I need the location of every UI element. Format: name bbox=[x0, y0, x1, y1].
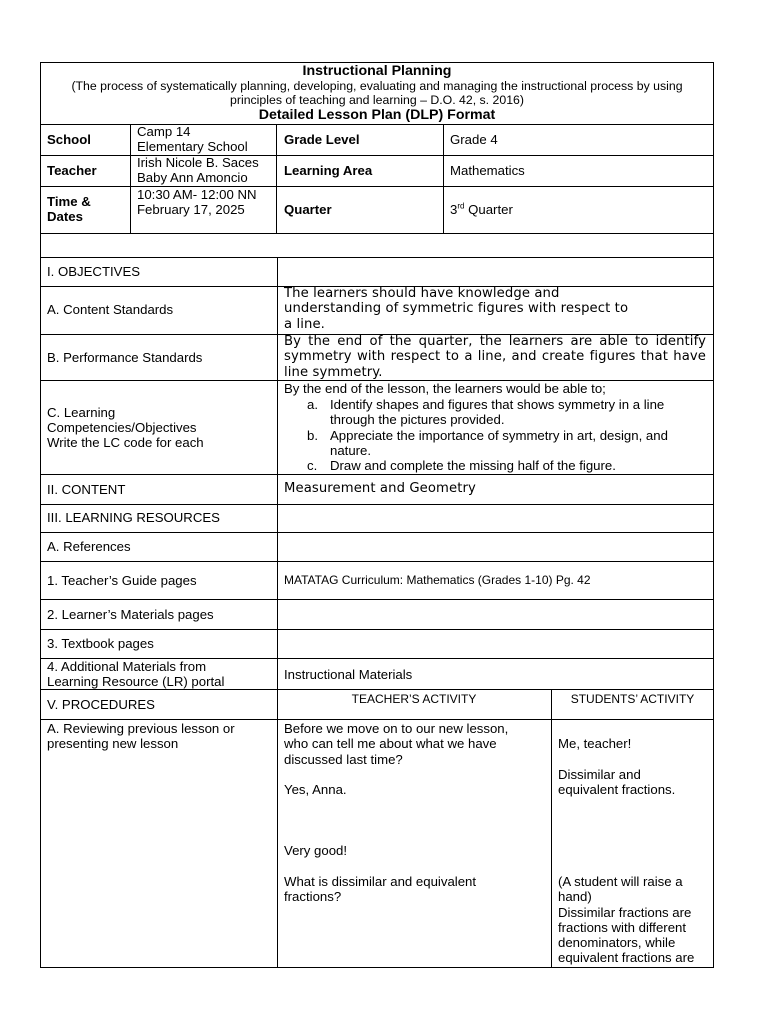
teacher-dialogue-line bbox=[284, 828, 546, 843]
textbook-label: 3. Textbook pages bbox=[47, 636, 154, 651]
additional-materials-value: Instructional Materials bbox=[284, 667, 413, 682]
content-value: Measurement and Geometry bbox=[284, 481, 476, 496]
row-divider bbox=[40, 233, 714, 234]
quarter-word: Quarter bbox=[464, 202, 513, 217]
student-dialogue-line bbox=[558, 828, 710, 843]
student-dialogue-line: Dissimilar and bbox=[558, 766, 641, 782]
content-standards-label: A. Content Standards bbox=[47, 302, 174, 317]
content-standards-text: The learners should have knowledge and bbox=[284, 286, 560, 301]
teacher-label: Teacher bbox=[47, 163, 97, 178]
teacher-dialogue-line: who can tell me about what we have bbox=[284, 736, 497, 752]
student-dialogue-line: Dissimilar fractions are bbox=[558, 904, 692, 920]
teacher-value: Baby Ann Amoncio bbox=[137, 170, 248, 185]
competencies-intro: By the end of the lesson, the learners would be able to; bbox=[284, 381, 606, 396]
list-item-text: nature. bbox=[330, 442, 372, 458]
teacher-dialogue-line: fractions? bbox=[284, 889, 342, 905]
content-heading: II. CONTENT bbox=[47, 482, 126, 497]
student-dialogue-line: equivalent fractions are bbox=[558, 950, 695, 966]
row-divider bbox=[40, 561, 714, 562]
additional-materials-label: Learning Resource (LR) portal bbox=[47, 674, 225, 689]
student-dialogue-line bbox=[558, 752, 710, 767]
student-dialogue-line bbox=[558, 721, 710, 736]
list-item-text: through the pictures provided. bbox=[330, 412, 505, 428]
teacher-dialogue-line bbox=[284, 813, 546, 828]
row-divider bbox=[40, 474, 714, 475]
teacher-activity-header: TEACHER’S ACTIVITY bbox=[351, 692, 477, 706]
quarter-number: 3 bbox=[450, 202, 458, 217]
col-divider bbox=[443, 124, 444, 233]
list-item bbox=[284, 458, 668, 473]
student-activity-column bbox=[558, 721, 710, 966]
grade-level-label: Grade Level bbox=[284, 132, 360, 147]
student-dialogue-line bbox=[558, 797, 710, 812]
content-standards-text: understanding of symmetric figures with respect to bbox=[284, 301, 629, 316]
teacher-dialogue-line: Very good! bbox=[284, 843, 348, 859]
procedures-heading: V. PROCEDURES bbox=[47, 697, 155, 712]
student-activity-header: STUDENTS’ ACTIVITY bbox=[570, 692, 695, 706]
teacher-dialogue-line: discussed last time? bbox=[284, 751, 403, 767]
learning-resources-heading: III. LEARNING RESOURCES bbox=[47, 510, 220, 525]
time-dates-label: Time & bbox=[47, 194, 91, 209]
performance-standards-label: B. Performance Standards bbox=[47, 350, 203, 365]
competencies-label: C. Learning bbox=[47, 405, 116, 420]
student-dialogue-line: denominators, while bbox=[558, 935, 676, 951]
school-label: School bbox=[47, 132, 91, 147]
format-title: Detailed Lesson Plan (DLP) Format bbox=[258, 107, 496, 123]
date-value: February 17, 2025 bbox=[137, 202, 245, 217]
competencies-label: Competencies/Objectives bbox=[47, 420, 197, 435]
objectives-heading: I. OBJECTIVES bbox=[47, 264, 141, 279]
performance-standards-text: By the end of the quarter, the learners are able to identify symmetry with respect to a line, and create figures that have line symmetry. bbox=[284, 334, 706, 380]
school-value: Elementary School bbox=[137, 139, 248, 154]
procedure-step-label: presenting new lesson bbox=[47, 736, 179, 751]
row-divider bbox=[40, 532, 714, 533]
student-dialogue-line bbox=[558, 813, 710, 828]
teacher-activity-column bbox=[284, 721, 546, 905]
references-label: A. References bbox=[47, 539, 131, 554]
list-item-text: Identify shapes and figures that shows symmetry in a line bbox=[330, 397, 665, 412]
col-divider bbox=[130, 124, 131, 233]
time-value: 10:30 AM- 12:00 NN bbox=[137, 187, 257, 202]
student-dialogue-line: hand) bbox=[558, 889, 592, 905]
col-divider bbox=[276, 124, 277, 233]
learners-materials-label: 2. Learner’s Materials pages bbox=[47, 607, 214, 622]
list-marker: b. bbox=[307, 427, 318, 443]
quarter-label: Quarter bbox=[284, 202, 332, 217]
student-dialogue-line bbox=[558, 859, 710, 874]
teacher-dialogue-line: What is dissimilar and equivalent bbox=[284, 873, 477, 889]
list-marker: c. bbox=[307, 458, 318, 474]
teacher-dialogue-line bbox=[284, 767, 546, 782]
school-value: Camp 14 bbox=[137, 124, 191, 139]
additional-materials-label: 4. Additional Materials from bbox=[47, 659, 207, 674]
grade-level-value: Grade 4 bbox=[450, 132, 498, 147]
student-dialogue-line: fractions with different bbox=[558, 919, 687, 935]
competencies-label: Write the LC code for each bbox=[47, 435, 204, 450]
row-divider bbox=[40, 629, 714, 630]
student-dialogue-line: equivalent fractions. bbox=[558, 782, 676, 798]
row-divider bbox=[40, 599, 714, 600]
row-divider bbox=[40, 719, 714, 720]
teacher-value: Irish Nicole B. Saces bbox=[137, 155, 259, 170]
page-subtitle: (The process of systematically planning, developing, evaluating and managing the instructional process by using bbox=[71, 79, 683, 93]
col-divider bbox=[551, 689, 552, 968]
time-dates-label: Dates bbox=[47, 209, 83, 224]
quarter-value bbox=[450, 202, 513, 217]
teacher-dialogue-line bbox=[284, 859, 546, 874]
list-item-text: Appreciate the importance of symmetry in art, design, and bbox=[330, 427, 668, 443]
list-item bbox=[284, 428, 668, 459]
page-title: Instructional Planning bbox=[302, 63, 452, 79]
list-item-text: Draw and complete the missing half of the figure. bbox=[330, 458, 616, 474]
procedure-step-label: A. Reviewing previous lesson or bbox=[47, 721, 235, 736]
teacher-dialogue-line bbox=[284, 797, 546, 812]
student-dialogue-line: Me, teacher! bbox=[558, 736, 632, 752]
row-divider bbox=[40, 504, 714, 505]
competencies-list bbox=[284, 397, 668, 473]
teachers-guide-label: 1. Teacher’s Guide pages bbox=[47, 573, 197, 588]
list-marker: a. bbox=[307, 397, 318, 412]
page-subtitle: principles of teaching and learning – D.O. 42, s. 2016) bbox=[230, 93, 524, 107]
list-item bbox=[284, 397, 668, 428]
student-dialogue-line: (A student will raise a bbox=[558, 873, 683, 889]
student-dialogue-line bbox=[558, 843, 710, 858]
teacher-dialogue-line: Before we move on to our new lesson, bbox=[284, 721, 509, 736]
teachers-guide-value: MATATAG Curriculum: Mathematics (Grades 1-10) Pg. 42 bbox=[284, 573, 591, 587]
learning-area-label: Learning Area bbox=[284, 163, 373, 178]
teacher-dialogue-line: Yes, Anna. bbox=[284, 782, 347, 798]
quarter-suffix: rd bbox=[457, 201, 465, 211]
row-divider bbox=[40, 257, 714, 258]
col-divider bbox=[277, 257, 278, 968]
content-standards-text: a line. bbox=[284, 317, 325, 332]
learning-area-value: Mathematics bbox=[450, 163, 525, 178]
